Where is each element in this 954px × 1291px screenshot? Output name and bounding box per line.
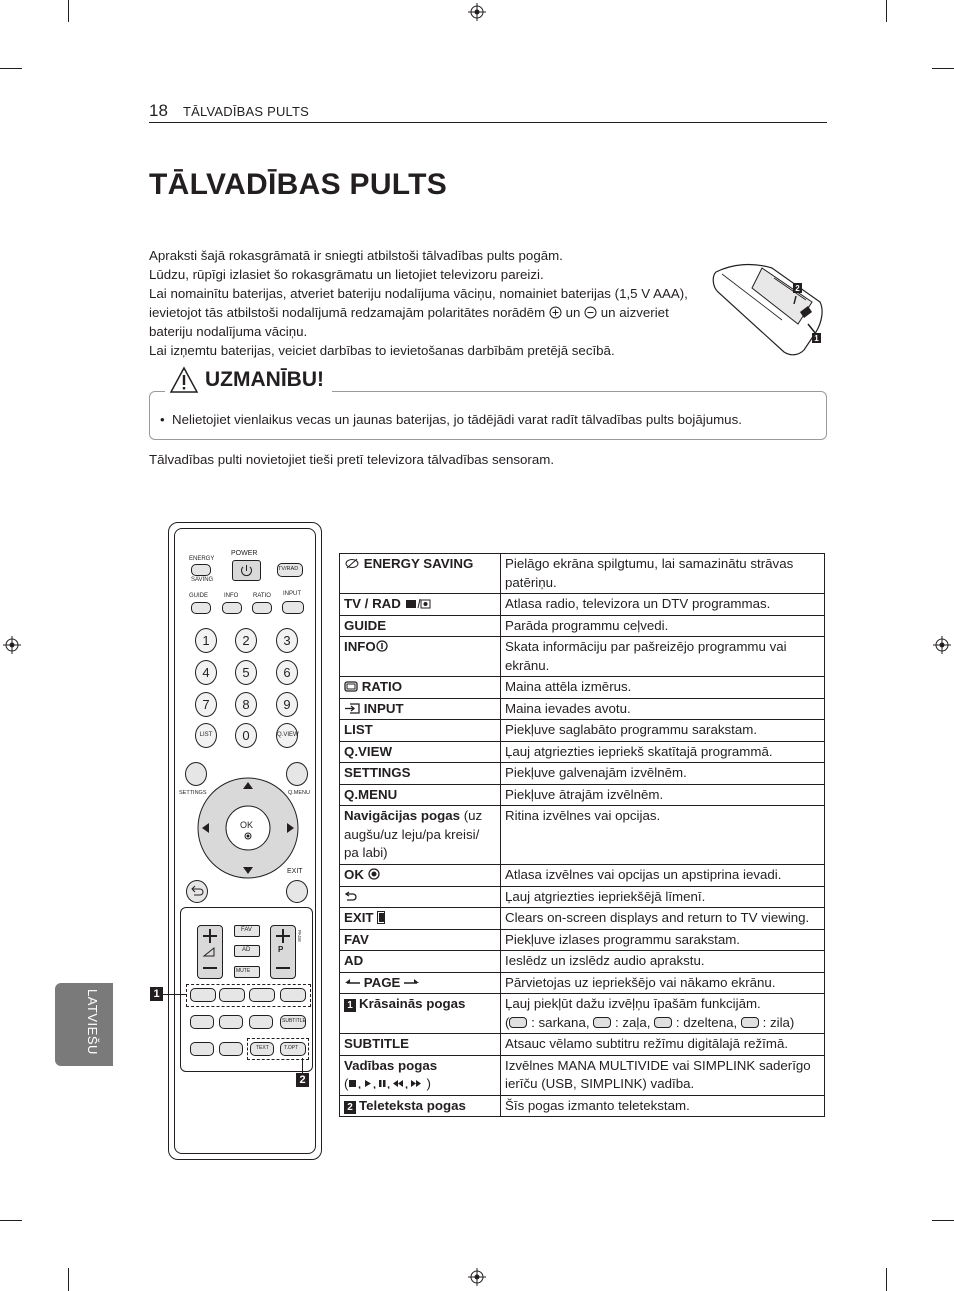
exit-button (286, 880, 308, 903)
number-button: 0 (235, 723, 257, 748)
intro-text (149, 246, 705, 360)
ok-dot-icon (368, 868, 380, 880)
number-button: 7 (195, 692, 217, 717)
section-title: TĀLVADĪBAS PULTS (183, 104, 310, 119)
list-button: LIST (195, 723, 217, 748)
remote-label-qmenu: Q.MENU (288, 790, 310, 796)
page-right-icon (404, 978, 420, 987)
tv-radio-icon (405, 598, 431, 609)
table-row: FAV Piekļuve izlases programmu sarakstam. (340, 929, 825, 951)
crop-mark (932, 68, 954, 69)
page-title: TĀLVADĪBAS PULTS (149, 168, 448, 201)
function-table (339, 553, 825, 1117)
svg-text:,: , (387, 1079, 391, 1089)
number-button: 8 (235, 692, 257, 717)
yellow-button (249, 988, 275, 1002)
volume-rocker (197, 925, 223, 979)
back-arrow-icon (344, 891, 358, 902)
exit-icon (377, 911, 385, 924)
ratio-icon (344, 681, 358, 692)
registration-mark-icon (933, 636, 951, 654)
table-row: TV / RAD Atlasa radio, televizora un DTV programmas. (340, 594, 825, 616)
table-row: INPUT Maina ievades avotu. (340, 698, 825, 720)
number-button: 2 (235, 628, 257, 653)
table-row: EXIT Clears on-screen displays and return to TV viewing. (340, 908, 825, 930)
table-row: AD Ieslēdz un izslēdz audio aprakstu. (340, 951, 825, 973)
battery-compartment-illustration (712, 262, 828, 357)
table-row: INFO Skata informāciju par pašreizējo programmu vai ekrānu. (340, 637, 825, 677)
number-button: 6 (276, 660, 298, 685)
input-icon (344, 703, 360, 714)
remote-label-info: INFO (224, 593, 239, 599)
remote-label-page: PAGE (297, 930, 302, 943)
play-button (219, 1015, 243, 1029)
input-button (282, 601, 304, 614)
sensor-note: Tālvadības pulti novietojiet tieši pretī televizora tālvadības sensoram. (149, 452, 555, 467)
volume-icon (198, 926, 222, 978)
remote-label-guide: GUIDE (189, 593, 209, 599)
energy-saving-icon (344, 558, 360, 569)
red-button (190, 988, 216, 1002)
remote-label-mute: MUTE (236, 968, 251, 974)
crop-mark (886, 0, 887, 22)
callout-1: 1 (814, 334, 819, 343)
page-number: 18 (149, 101, 168, 120)
registration-mark-icon (468, 3, 486, 21)
green-pill-icon (593, 1017, 611, 1028)
minus-polarity-icon (584, 306, 597, 319)
red-pill-icon (509, 1017, 527, 1028)
svg-text:,: , (405, 1079, 409, 1089)
number-button: 4 (195, 660, 217, 685)
registration-mark-icon (468, 1268, 486, 1286)
ratio-button (252, 602, 272, 614)
table-row: SETTINGS Piekļuve galvenajām izvēlnēm. (340, 763, 825, 785)
info-button (222, 602, 242, 614)
back-arrow-icon (187, 881, 207, 902)
fast-forward-button (219, 1042, 243, 1056)
rewind-button (190, 1042, 214, 1056)
table-row: Ļauj atgriezties iepriekšējā līmenī. (340, 886, 825, 908)
remote-label-fav: FAV (241, 927, 252, 933)
crop-mark (886, 1268, 887, 1291)
info-icon (376, 640, 388, 652)
callout-2: 2 (296, 1073, 309, 1087)
remote-label-p: P (278, 945, 284, 954)
remote-label-saving: SAVING (191, 577, 214, 583)
intro-line: Lūdzu, rūpīgi izlasiet šo rokasgrāmatu un lietojiet televizoru pareizi. (149, 267, 544, 282)
table-row: SUBTITLE Atsauc vēlamo subtitru režīmu digitālajā režīmā. (340, 1034, 825, 1056)
caution-header (165, 366, 332, 394)
remote-label-topt: T.OPT (284, 1045, 299, 1051)
table-row: Q.VIEW Ļauj atgriezties iepriekš skatītajā programmā. (340, 741, 825, 763)
table-row: ENERGY SAVING Pielāgo ekrāna spilgtumu, lai samazinātu strāvas patēriņu. (340, 554, 825, 594)
number-button: 1 (195, 628, 217, 653)
callout-1: 1 (150, 987, 163, 1001)
remote-label-subtitle: SUBTITLE (282, 1018, 306, 1024)
crop-mark (932, 1220, 954, 1221)
callout-1-leader (163, 994, 186, 995)
number-button: 5 (235, 660, 257, 685)
yellow-pill-icon (654, 1017, 672, 1028)
qview-button: Q.VIEW (276, 723, 298, 748)
table-row: Q.MENU Piekļuve ātrajām izvēlnēm. (340, 784, 825, 806)
number-button: 3 (276, 628, 298, 653)
caution-bullet: • Nelietojiet vienlaikus vecas un jaunas baterijas, jo tādējādi varat radīt tālvadības pults bojājumus. (160, 412, 742, 427)
stop-button (190, 1015, 214, 1029)
green-button (219, 988, 245, 1002)
crop-mark (0, 68, 22, 69)
table-row: Navigācijas pogas (uz augšu/uz leju/pa kreisi/ pa labi) Ritina izvēlnes vai opcijas. (340, 806, 825, 865)
blue-pill-icon (741, 1017, 759, 1028)
intro-line: Lai izņemtu baterijas, veiciet darbības to ievietošanas darbībām pretējā secībā. (149, 343, 615, 358)
table-row: OK Atlasa izvēlnes vai opcijas un apstiprina ievadi. (340, 865, 825, 887)
language-tab: LATVIEŠU (55, 983, 113, 1066)
number-button: 9 (276, 692, 298, 717)
intro-line: Apraksti šajā rokasgrāmatā ir sniegti atbilstoši tālvadības pults pogām. (149, 248, 563, 263)
remote-label-tvrad: TV/RAD (278, 566, 299, 572)
table-row: 2 Teleteksta pogas Šīs pogas izmanto teletekstam. (340, 1095, 825, 1117)
remote-label-settings: SETTINGS (179, 790, 207, 796)
crop-mark (68, 1268, 69, 1291)
table-row: PAGE Pārvietojas uz iepriekšējo vai nākamo ekrānu. (340, 972, 825, 994)
blue-button (280, 988, 306, 1002)
caution-title: UZMANĪBU! (205, 368, 324, 391)
warning-triangle-icon (169, 366, 199, 394)
power-icon (233, 561, 260, 580)
remote-label-text: TEXT (256, 1045, 269, 1051)
crop-mark (68, 0, 69, 22)
header-divider (149, 122, 827, 123)
energy-saving-button (191, 564, 211, 576)
plus-polarity-icon (549, 306, 562, 319)
remote-label-energy: ENERGY (189, 556, 215, 562)
power-button (232, 560, 261, 581)
playback-icons (348, 1078, 426, 1089)
pause-button (249, 1015, 273, 1029)
callout-2-leader (302, 1058, 303, 1073)
svg-text:,: , (358, 1079, 362, 1089)
remote-label-ok: OK (240, 820, 254, 830)
remote-label-input: INPUT (283, 591, 301, 597)
registration-mark-icon (3, 636, 21, 654)
crop-mark (0, 1220, 22, 1221)
table-row: RATIO Maina attēla izmērus. (340, 677, 825, 699)
remote-label-ratio: RATIO (253, 593, 271, 599)
table-row: GUIDE Parāda programmu ceļvedi. (340, 615, 825, 637)
table-row: 1 Krāsainās pogas Ļauj piekļūt dažu izvēļņu īpašām funkcijām. ( : sarkana, : zaļa, : dzeltena, : zila) (340, 994, 825, 1034)
table-row: Vadības pogas ( , , , , ) Izvēlnes MANA MULTIVIDE vai SIMPLINK saderīgo ierīču (USB, SIMPLINK) vadība. (340, 1055, 825, 1095)
page-left-icon (344, 978, 360, 987)
back-button (186, 880, 208, 903)
guide-button (191, 602, 211, 614)
remote-label-ad: AD (242, 947, 251, 953)
remote-label-exit: EXIT (287, 868, 303, 875)
remote-label-power: POWER (231, 550, 258, 557)
callout-2: 2 (795, 284, 800, 293)
table-row: LIST Piekļuve saglabāto programmu sarakstam. (340, 720, 825, 742)
svg-text:,: , (373, 1079, 377, 1089)
intro-line: Lai nomainītu baterijas, atveriet bateriju nodalījuma vāciņu, nomainiet baterijas (1,5 V AAA), ievietojot tās atbilstoši nodalījumā redzamajām polaritātes norādēm un un aizveriet bateriju nodalījuma vāciņu. (149, 286, 688, 339)
